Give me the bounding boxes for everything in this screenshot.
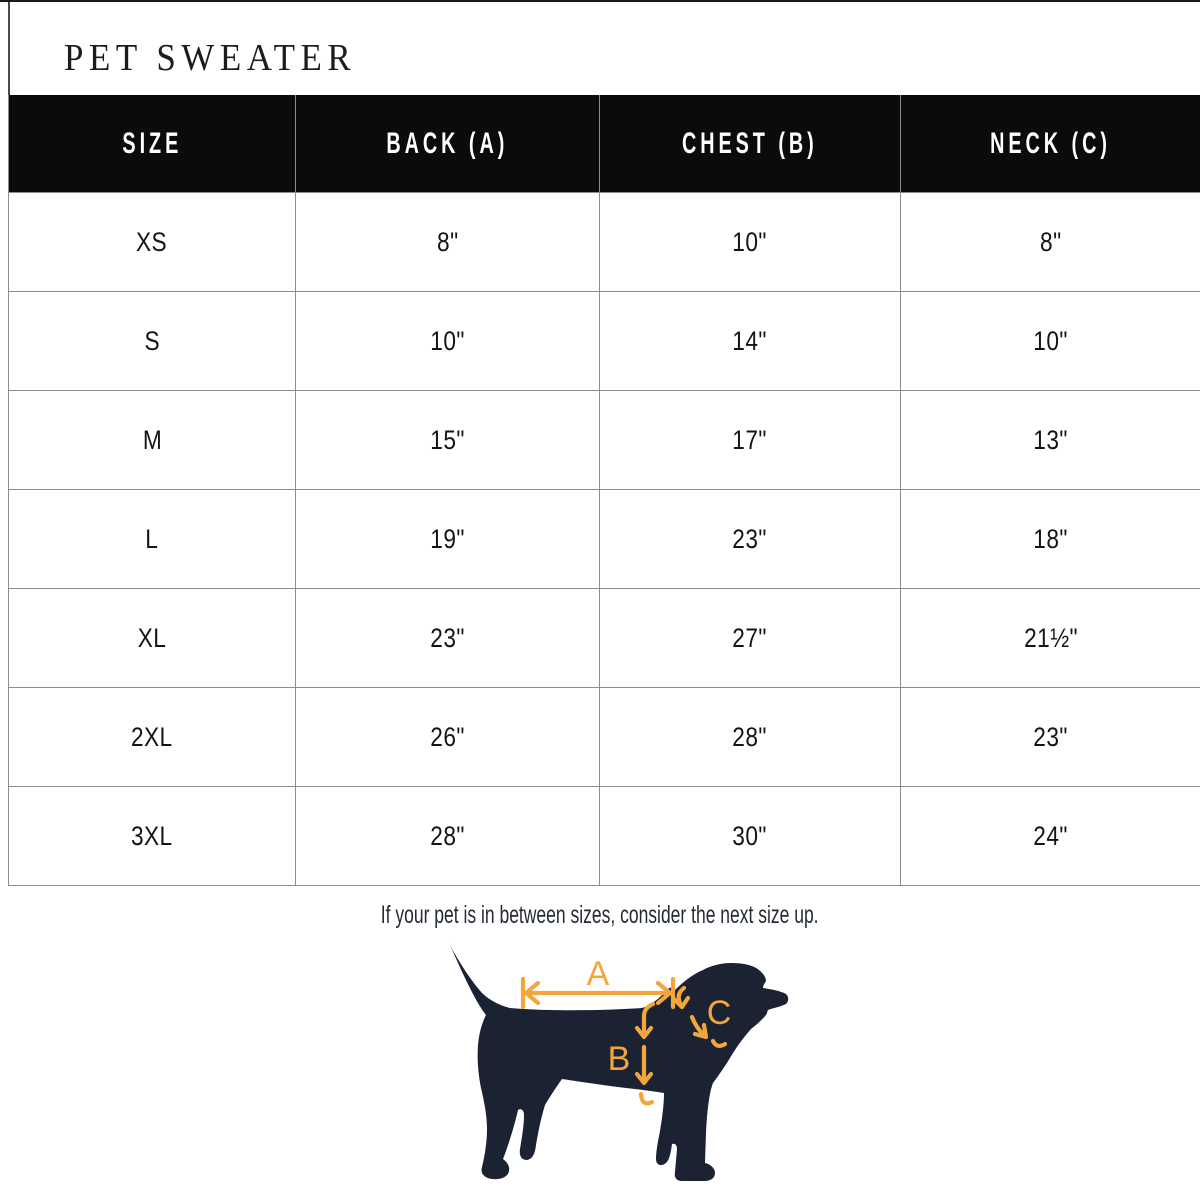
sizing-note: If your pet is in between sizes, consider the next size up. — [381, 901, 819, 929]
label-b: B — [607, 1040, 631, 1078]
size-cell: 2XL — [9, 688, 296, 787]
table-row-xs — [9, 193, 1200, 292]
col-header-chest: CHEST (B) — [600, 95, 901, 193]
neck-cell: 23" — [901, 688, 1200, 787]
col-header-size: SIZE — [9, 95, 296, 193]
label-a: A — [586, 955, 610, 993]
table-row-xl — [9, 589, 1200, 688]
col-header-neck: NECK (C) — [901, 95, 1200, 193]
chest-cell: 10" — [600, 193, 901, 292]
table-row-2xl — [9, 688, 1200, 787]
size-cell: L — [9, 490, 296, 589]
neck-cell: 21½" — [901, 589, 1200, 688]
back-cell: 28" — [296, 787, 600, 886]
size-chart-table — [8, 95, 1200, 886]
back-cell: 10" — [296, 292, 600, 391]
header-row — [9, 95, 1200, 193]
table-row-m — [9, 391, 1200, 490]
table-row-l — [9, 490, 1200, 589]
back-cell: 19" — [296, 490, 600, 589]
size-cell: XL — [9, 589, 296, 688]
back-cell: 8" — [296, 193, 600, 292]
col-header-back: BACK (A) — [296, 95, 600, 193]
label-c: C — [706, 994, 732, 1032]
chest-cell: 17" — [600, 391, 901, 490]
size-cell: XS — [9, 193, 296, 292]
chest-cell: 30" — [600, 787, 901, 886]
table-row-3xl — [9, 787, 1200, 886]
back-cell: 15" — [296, 391, 600, 490]
chest-cell: 27" — [600, 589, 901, 688]
neck-cell: 18" — [901, 490, 1200, 589]
table-row-s — [9, 292, 1200, 391]
dog-measurement-diagram — [430, 933, 810, 1200]
page-top-rule — [0, 0, 1200, 2]
neck-cell: 13" — [901, 391, 1200, 490]
chest-cell: 28" — [600, 688, 901, 787]
chest-cell: 23" — [600, 490, 901, 589]
neck-cell: 8" — [901, 193, 1200, 292]
size-cell: 3XL — [9, 787, 296, 886]
neck-cell: 10" — [901, 292, 1200, 391]
back-cell: 26" — [296, 688, 600, 787]
page-title: PET SWEATER — [64, 37, 357, 79]
page-left-rule — [8, 2, 10, 95]
back-cell: 23" — [296, 589, 600, 688]
neck-cell: 24" — [901, 787, 1200, 886]
size-cell: M — [9, 391, 296, 490]
chest-cell: 14" — [600, 292, 901, 391]
size-cell: S — [9, 292, 296, 391]
